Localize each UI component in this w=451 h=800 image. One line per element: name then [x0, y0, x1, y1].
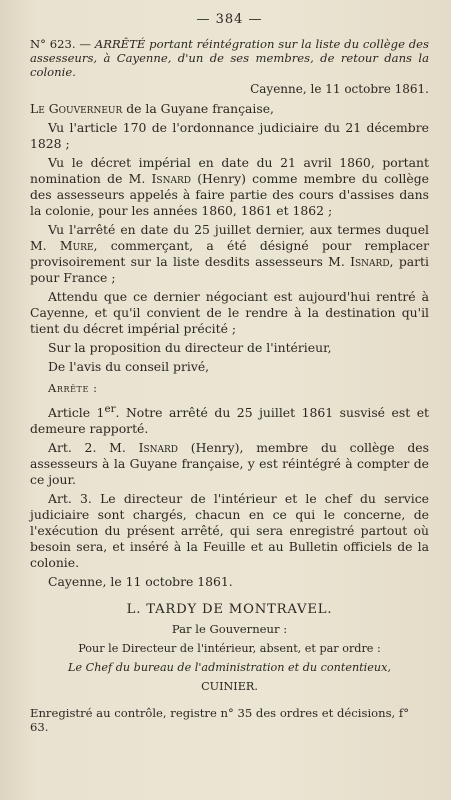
decree-heading [30, 37, 429, 79]
vu3-before: Vu l'arrêté en date du 25 juillet dernier, aux termes duquel M. [30, 222, 429, 253]
cuinier-signature: CUINIER. [201, 680, 258, 694]
attendu-paragraph: Attendu que ce dernier négociant est aujourd'hui rentré à Cayenne, et qu'il convient de le rendre à la destination qu'il tient du décret impérial précité ; [30, 289, 429, 336]
art2-name: Isnard [138, 440, 178, 456]
governor-signature: L. TARDY DE MONTRAVEL. [126, 602, 333, 618]
article-2 [30, 440, 429, 488]
vu3-middle: , commerçant, a été désigné pour remplacer provisoirement sur la liste desdits assesseurs M. [30, 238, 429, 269]
governor-rest: de la Guyane française, [122, 101, 274, 116]
vu2-name: Isnard [151, 171, 191, 186]
article-1 [30, 401, 429, 437]
art1-sup: er [104, 403, 116, 415]
art2-after: (Henry), membre du collège des assesseurs à la Guyane française, y est réintégré à compter de ce jour. [30, 440, 429, 488]
decree-number: N° 623. — [30, 37, 92, 51]
vu3-after: , parti pour France ; [30, 254, 429, 285]
proposition-paragraph: Sur la proposition du directeur de l'intérieur, [48, 340, 332, 355]
art1-after: . Notre arrêté du 25 juillet 1861 susvisé est et demeure rapporté. [30, 405, 430, 437]
avis-paragraph: De l'avis du conseil privé, [48, 359, 210, 374]
governor-line [30, 101, 429, 117]
closing-date: Cayenne, le 11 octobre 1861. [48, 574, 233, 590]
dateline: Cayenne, le 11 octobre 1861. [250, 82, 429, 96]
vu2-after: (Henry) comme membre du collège des assesseurs appelés à faire partie des cours d'assises dans la colonie, pour les années 1860, 1861 et 1862 ; [30, 171, 429, 218]
page-number: — 384 — [196, 12, 263, 27]
vu3-name-2: Isnard [350, 254, 390, 269]
art2-before: Art. 2. M. [48, 440, 139, 456]
governor-title: Le Gouverneur [30, 101, 123, 116]
vu3-name-1: Mure [59, 238, 94, 253]
vu-paragraph-2 [30, 155, 429, 219]
pour-directeur: Pour le Directeur de l'intérieur, absent, et par ordre : [78, 642, 381, 656]
art1-before: Article 1 [48, 405, 105, 421]
vu-paragraph-1: Vu l'article 170 de l'ordonnance judiciaire du 21 décembre 1828 ; [30, 120, 429, 151]
article-3: Art. 3. Le directeur de l'intérieur et le chef du service judiciaire sont chargés, chacun en ce qui le concerne, de l'exécution du présent arrêté, qui sera enregistré partout où besoin sera, et inséré à la Feuille et au Bulletin officiels de la colonie. [30, 491, 429, 571]
vu2-before: Vu le décret impérial en date du 21 avril 1860, portant nomination de M. [30, 155, 429, 186]
par-gouverneur: Par le Gouverneur : [171, 622, 288, 637]
registry-note: Enregistré au contrôle, registre n° 35 des ordres et décisions, f° 63. [30, 706, 410, 735]
vu-paragraph-3 [30, 222, 429, 286]
decree-body [30, 101, 429, 590]
chef-bureau: Le Chef du bureau de l'administration et du contentieux, [68, 661, 391, 675]
arrete-heading: Arrête : [48, 381, 98, 395]
decree-title: ARRÊTÉ portant réintégration sur la liste du collège des assesseurs, à Cayenne, d'un de ses membres, de retour dans la colonie. [30, 37, 429, 79]
